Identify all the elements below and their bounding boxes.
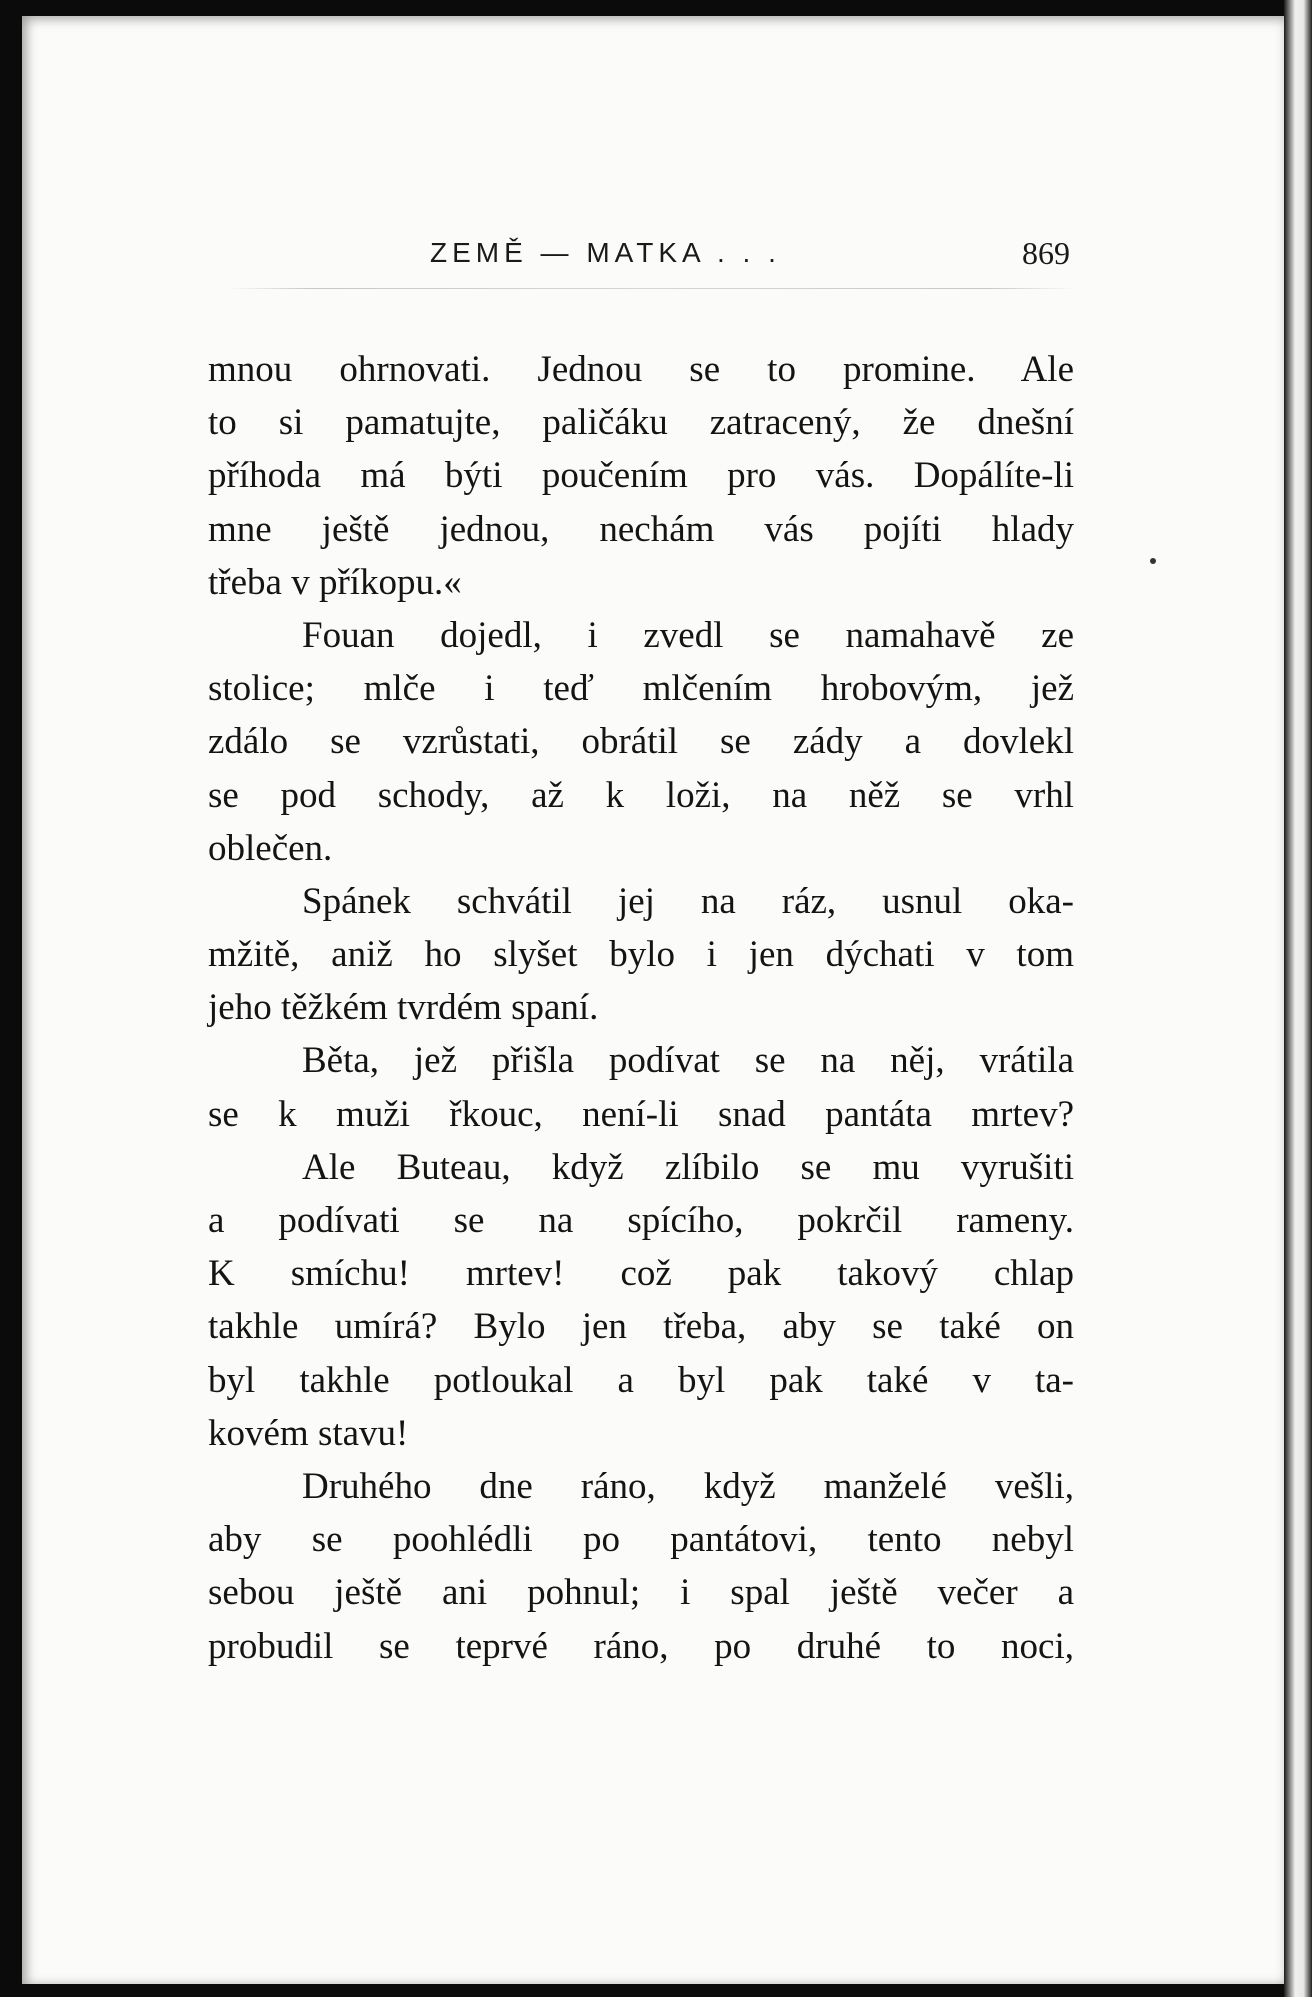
- text-line: K smíchu! mrtev! což pak takový chlap: [208, 1253, 1074, 1295]
- text-line: jeho těžkém tvrdém spaní.: [208, 987, 599, 1029]
- text-line: a podívati se na spícího, pokrčil rameny.: [208, 1200, 1074, 1241]
- text-line: Spánek schvátil jej na ráz, usnul oka-: [302, 880, 1074, 922]
- text-line: to si pamatujte, paličáku zatracený, že dnešní: [208, 402, 1074, 444]
- text-line: zdálo se vzrůstati, obrátil se zády a dovlekl: [208, 721, 1074, 763]
- text-line: Fouan dojedl, i zvedl se namahavě ze: [302, 614, 1074, 656]
- running-title: ZEMĚ — MATKA . . .: [430, 237, 781, 268]
- text-line: mne ještě jednou, nechám vás pojíti hlady: [208, 508, 1074, 550]
- scan-speck: [1150, 558, 1156, 564]
- page-number: 869: [1022, 235, 1070, 271]
- text-line: aby se poohlédli po pantátovi, tento nebyl: [208, 1519, 1074, 1561]
- text-line: oblečen.: [208, 827, 333, 869]
- text-line: Běta, jež přišla podívat se na něj, vrátila: [302, 1040, 1074, 1082]
- page-edge: [1284, 0, 1312, 1997]
- text-line: byl takhle potloukal a byl pak také v ta-: [208, 1359, 1074, 1401]
- text-line: se k muži řkouc, není-li snad pantáta mrtev?: [208, 1093, 1074, 1135]
- text-line: takhle umírá? Bylo jen třeba, aby se také on: [208, 1306, 1074, 1348]
- text-line: se pod schody, až k loži, na něž se vrhl: [208, 774, 1074, 816]
- text-line: stolice; mlče i teď mlčením hrobovým, jež: [208, 668, 1074, 710]
- text-line: mžitě, aniž ho slyšet bylo i jen dýchati v tom: [208, 934, 1074, 976]
- text-line: třeba v příkopu.«: [208, 561, 462, 603]
- header-rule: [226, 288, 1076, 289]
- text-line: mnou ohrnovati. Jednou se to promine. Ale: [208, 349, 1074, 390]
- text-line: Ale Buteau, když zlíbilo se mu vyrušiti: [302, 1146, 1074, 1188]
- text-line: kovém stavu!: [208, 1412, 409, 1454]
- page-header: [430, 237, 1070, 277]
- text-line: Druhého dne ráno, když manželé vešli,: [302, 1465, 1074, 1507]
- text-line: příhoda má býti poučením pro vás. Dopálíte-li: [208, 455, 1074, 497]
- body-text: [208, 343, 1074, 1673]
- text-line: sebou ještě ani pohnul; i spal ještě večer a: [208, 1572, 1074, 1614]
- text-line: probudil se teprvé ráno, po druhé to noci,: [208, 1625, 1074, 1667]
